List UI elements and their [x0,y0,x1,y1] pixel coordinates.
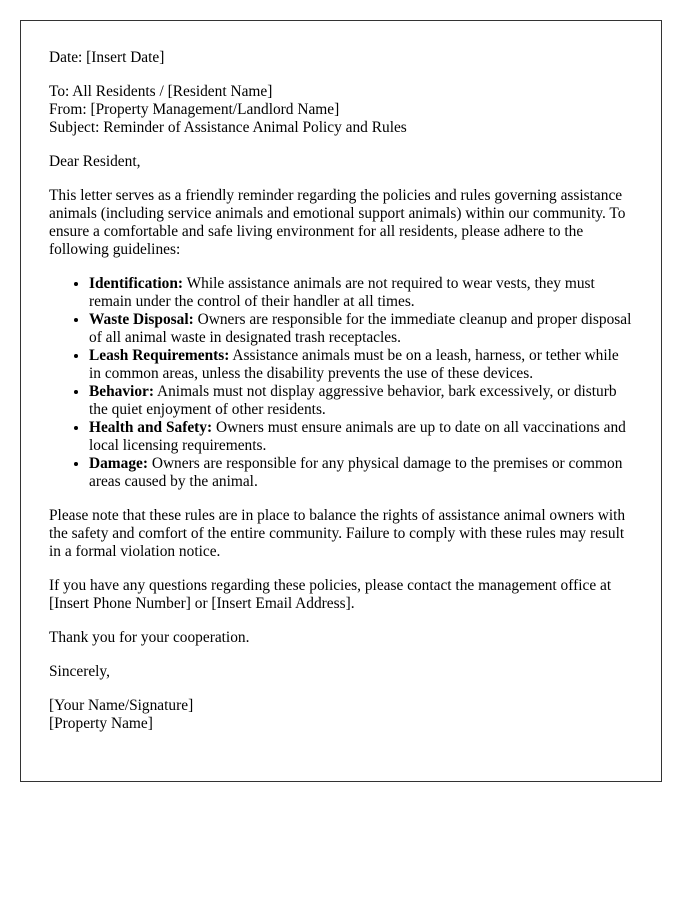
closing-line: Sincerely, [49,663,110,680]
to-line: To: All Residents / [Resident Name] [49,83,273,100]
date-line: Date: [Insert Date] [49,49,165,66]
rule-text: Animals must not display aggressive behavior, bark excessively, or disturb the quiet enjoyment of other residents. [89,383,617,418]
signature-block [49,697,633,733]
rule-text: While assistance animals are not required to wear vests, they must remain under the control of their handler at all times. [89,275,595,310]
rule-title: Identification: [89,275,184,292]
rule-text: Owners are responsible for the immediate cleanup and proper disposal of all animal waste in designated trash receptacles. [89,311,632,346]
rule-item [89,311,633,347]
rule-title: Behavior: [89,383,154,400]
rule-title: Leash Requirements: [89,347,230,364]
rule-item [89,419,633,455]
contact-paragraph: If you have any questions regarding these policies, please contact the management office at [Insert Phone Number] or [Insert Email Address]. [49,577,612,612]
note-paragraph: Please note that these rules are in place to balance the rights of assistance animal owners with the safety and comfort of the entire community. Failure to comply with these rules may result in a formal violation notice. [49,507,626,560]
salutation: Dear Resident, [49,153,141,170]
from-line: From: [Property Management/Landlord Name] [49,101,340,118]
rule-title: Waste Disposal: [89,311,194,328]
intro-paragraph: This letter serves as a friendly reminder regarding the policies and rules governing assistance animals (including service animals and emotional support animals) within our community. To ensure a comfortable and safe living environment for all residents, please adhere to the following guidelines: [49,187,626,258]
header-block [49,83,633,137]
rule-text: Assistance animals must be on a leash, harness, or tether while in common areas, unless the disability prevents the use of these devices. [89,347,619,382]
rule-item [89,275,633,311]
rule-title: Damage: [89,455,148,472]
rule-item [89,383,633,419]
rule-text: Owners must ensure animals are up to date on all vaccinations and local licensing requirements. [89,419,626,454]
rule-text: Owners are responsible for any physical damage to the premises or common areas caused by the animal. [89,455,623,490]
signature-name: [Your Name/Signature] [49,697,194,714]
rule-item [89,455,633,491]
rule-item [89,347,633,383]
subject-line: Subject: Reminder of Assistance Animal Policy and Rules [49,119,407,136]
rule-title: Health and Safety: [89,419,213,436]
thanks-line: Thank you for your cooperation. [49,629,250,646]
signature-property: [Property Name] [49,715,153,732]
rules-list [49,275,633,491]
letter [20,20,662,782]
